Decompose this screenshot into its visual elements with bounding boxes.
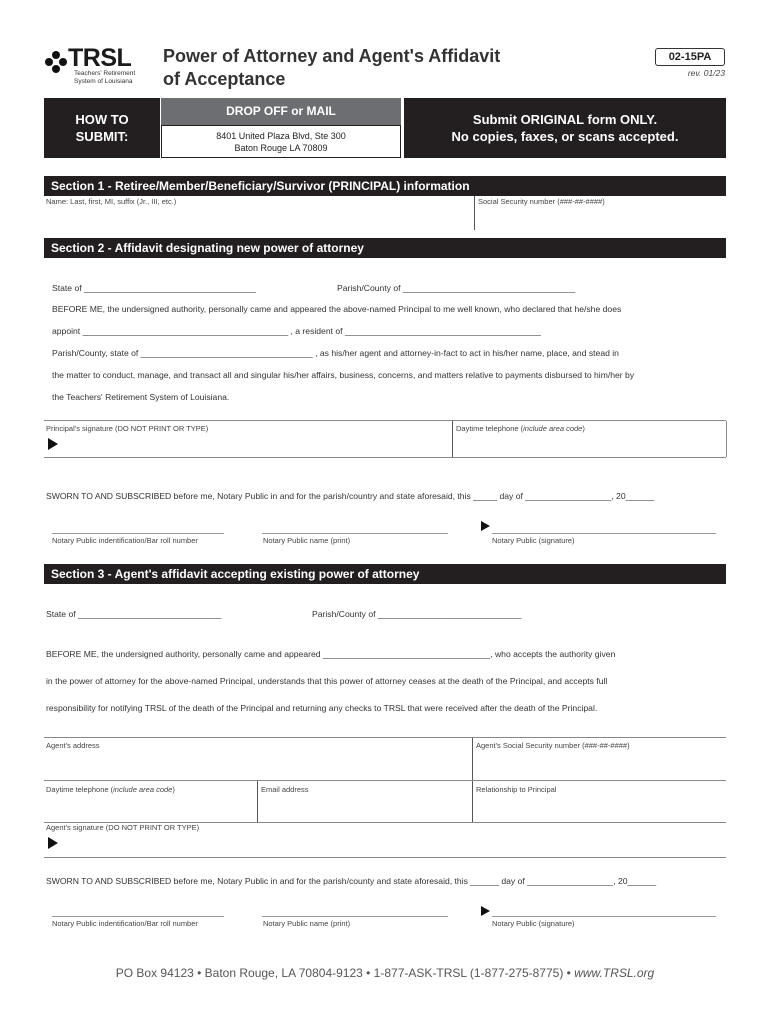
logo-mark-icon <box>44 50 68 74</box>
s3-notary-name-field[interactable] <box>262 901 448 917</box>
s2-parish-line[interactable]: Parish/County of ____________________________________ <box>337 283 575 293</box>
s2-parish-state-line[interactable]: Parish/County, state of ____________________________________ , as his/her agent and attorney-in-fact to act in his/her name, place, and stead in <box>52 348 619 358</box>
s2-state-line[interactable]: State of ____________________________________ <box>52 283 257 293</box>
s2-notary-id-field[interactable] <box>52 518 224 534</box>
s3-notary-signature-field[interactable] <box>492 901 716 917</box>
principal-ssn-field[interactable] <box>475 196 726 230</box>
s2-notary-signature-field[interactable] <box>492 518 716 534</box>
principal-ssn-label: Social Security number (###-##-####) <box>478 197 605 206</box>
s3-parish-line[interactable]: Parish/County of ______________________________ <box>312 609 522 619</box>
revision-date: rev. 01/23 <box>687 68 725 78</box>
section-3-heading: Section 3 - Agent's affidavit accepting existing power of attorney <box>44 564 726 584</box>
s2-notary-id-label: Notary Public indentification/Bar roll number <box>52 536 198 545</box>
footer-contact: PO Box 94123 • Baton Rouge, LA 70804-9123 • 1-877-ASK-TRSL (1-877-275-8775) • www.TRSL.org <box>115 966 655 980</box>
s3-sworn-line[interactable]: SWORN TO AND SUBSCRIBED before me, Notary Public in and for the parish/county and state aforesaid, this ______ day of __________________, 20______ <box>46 876 657 886</box>
original-only-notice: Submit ORIGINAL form ONLY. No copies, faxes, or scans accepted. <box>404 98 726 158</box>
agent-phone-label: Daytime telephone (include area code) <box>46 785 175 794</box>
s2-matter-text: the matter to conduct, manage, and transact all and singular his/her affairs, business, concerns, and matters relative to payments disbursed to him/her by <box>52 370 635 380</box>
s2-notary-name-label: Notary Public name (print) <box>263 536 351 545</box>
s3-notary-name-label: Notary Public name (print) <box>263 919 351 928</box>
agent-ssn-field[interactable] <box>473 738 726 780</box>
mailing-address: 8401 United Plaza Blvd, Ste 300 Baton Rouge LA 70809 <box>161 125 401 158</box>
s3-notary-signature-label: Notary Public (signature) <box>492 919 575 928</box>
relationship-label: Relationship to Principal <box>476 785 557 794</box>
s3-before-me-line[interactable]: BEFORE ME, the undersigned authority, personally came and appeared ___________________________________, who accepts the authority given <box>46 649 616 659</box>
principal-phone-label: Daytime telephone (include area code) <box>456 424 585 433</box>
drop-off-heading: DROP OFF or MAIL <box>161 98 401 125</box>
principal-signature-label: Principal's signature (DO NOT PRINT OR TYPE) <box>46 424 209 433</box>
section-2-heading: Section 2 - Affidavit designating new power of attorney <box>44 238 726 258</box>
s3-notary-id-label: Notary Public indentification/Bar roll number <box>52 919 198 928</box>
relationship-field[interactable] <box>473 781 726 822</box>
s3-power-text: in the power of attorney for the above-named Principal, understands that this power of attorney ceases at the death of the Principal, and accepts full <box>46 676 608 686</box>
s3-responsibility-text: responsibility for notifying TRSL of the death of the Principal and returning any checks to TRSL that were received after the death of the Principal. <box>46 703 598 713</box>
principal-phone-field[interactable] <box>453 421 726 457</box>
logo-text: TRSL <box>68 44 132 72</box>
principal-name-field[interactable] <box>44 196 474 230</box>
agent-signature-field[interactable] <box>44 823 726 857</box>
s3-notary-id-field[interactable] <box>52 901 224 917</box>
s3-state-line[interactable]: State of ______________________________ <box>46 609 222 619</box>
s2-trsl-text: the Teachers' Retirement System of Louisiana. <box>52 392 230 402</box>
how-to-submit-label: HOW TO SUBMIT: <box>44 98 160 158</box>
trsl-logo <box>44 44 154 90</box>
principal-signature-field[interactable] <box>44 421 452 457</box>
s2-sworn-line[interactable]: SWORN TO AND SUBSCRIBED before me, Notary Public in and for the parish/country and state aforesaid, this _____ day of __________________, 20______ <box>46 491 655 501</box>
agent-email-field[interactable] <box>258 781 472 822</box>
s2-before-me-text: BEFORE ME, the undersigned authority, personally came and appeared the above-named Principal to me well known, who declared that he/she does <box>52 304 622 314</box>
agent-ssn-label: Agent's Social Security number (###-##-####) <box>476 741 630 750</box>
form-title: Power of Attorney and Agent's Affidavit of Acceptance <box>163 46 501 89</box>
form-number: 02-15PA <box>655 48 725 66</box>
s2-notary-name-field[interactable] <box>262 518 448 534</box>
section-1-heading: Section 1 - Retiree/Member/Beneficiary/Survivor (PRINCIPAL) information <box>44 176 726 196</box>
principal-name-label: Name: Last, first, MI, suffix (Jr., III, etc.) <box>46 197 177 206</box>
s2-notary-signature-label: Notary Public (signature) <box>492 536 575 545</box>
s2-appoint-line[interactable]: appoint ___________________________________________ , a resident of _________________________________________ <box>52 326 541 336</box>
agent-address-field[interactable] <box>44 738 472 780</box>
agent-email-label: Email address <box>261 785 309 794</box>
footer-website-link[interactable]: www.TRSL.org <box>574 966 655 980</box>
notary-sign-arrow-icon <box>481 521 490 531</box>
agent-address-label: Agent's address <box>46 741 100 750</box>
agent-phone-field[interactable] <box>44 781 257 822</box>
logo-subtitle: Teachers' Retirement System of Louisiana <box>74 70 136 85</box>
agent-signature-label: Agent's signature (DO NOT PRINT OR TYPE) <box>46 823 200 832</box>
s3-notary-sign-arrow-icon <box>481 906 490 916</box>
